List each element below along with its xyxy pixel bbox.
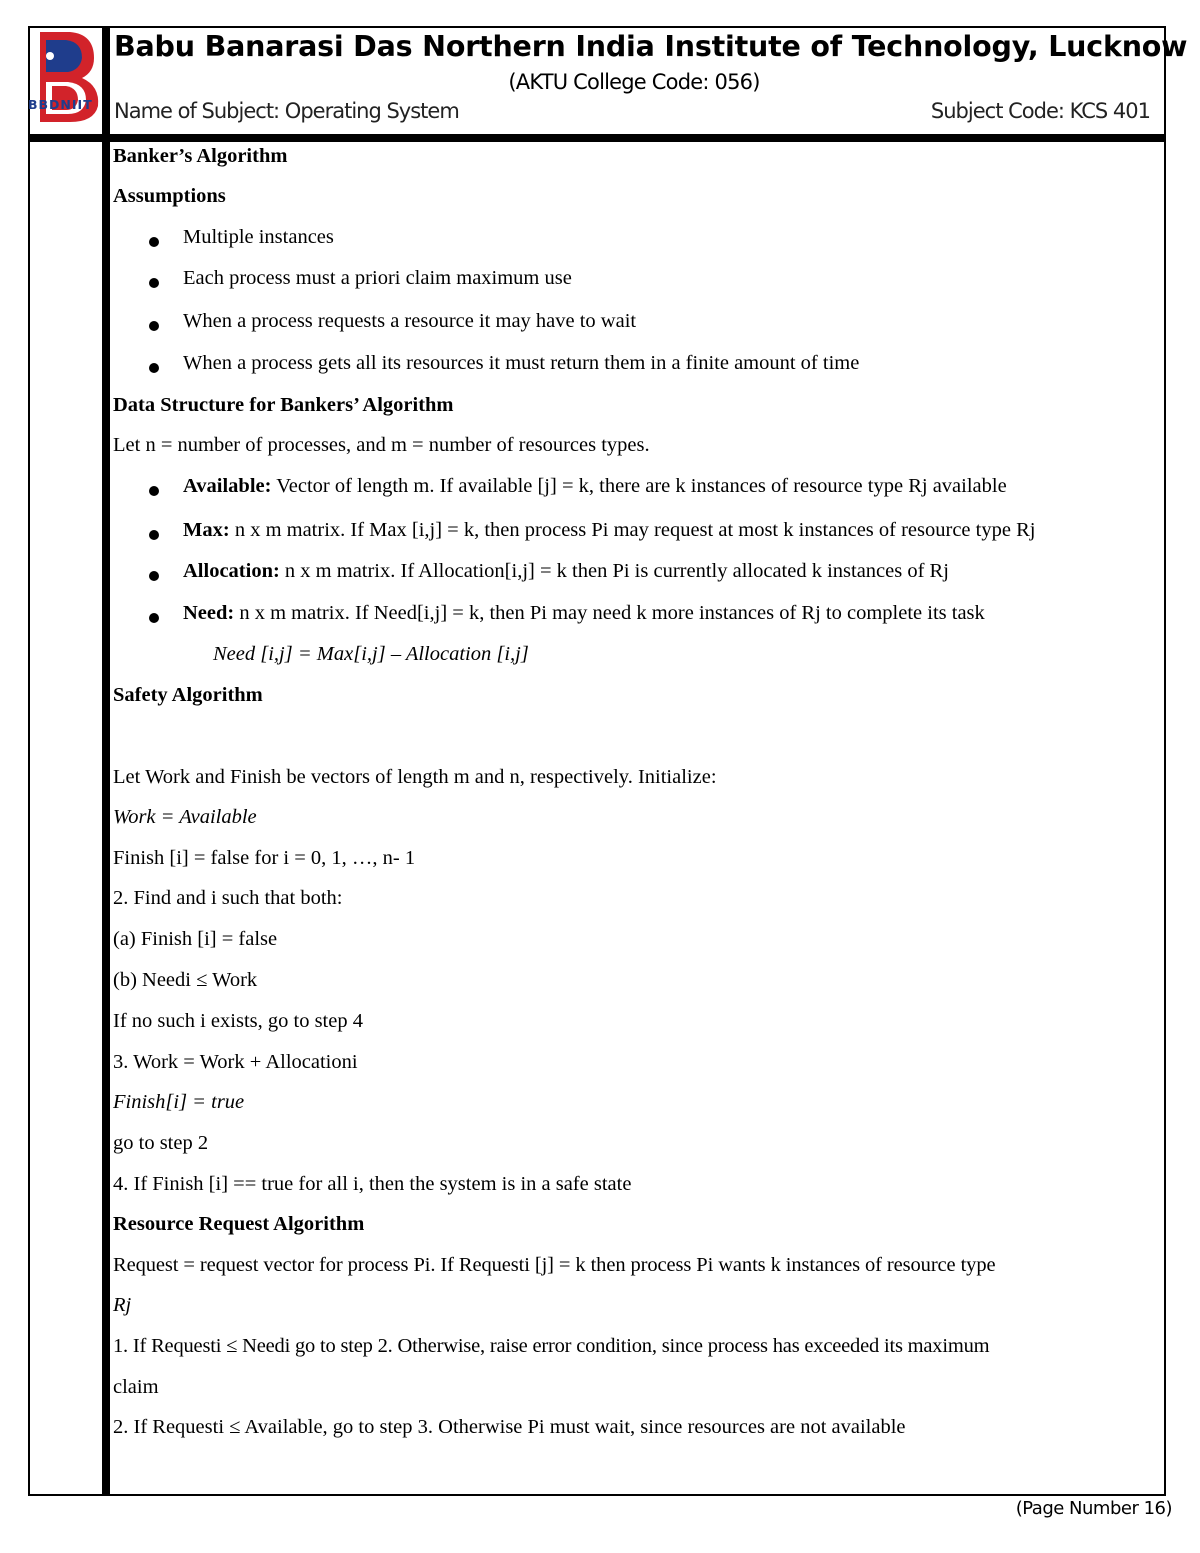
- ds-item-max: [183, 519, 1035, 542]
- safety-line: go to step 2: [113, 1132, 209, 1154]
- bullet-icon: [149, 486, 159, 496]
- institute-title: Babu Banarasi Das Northern India Institute of Technology, Lucknow: [114, 30, 1188, 63]
- need-formula: Need [i,j] = Max[i,j] – Allocation [i,j]: [213, 643, 529, 665]
- resource-request-line: claim: [113, 1376, 159, 1398]
- safety-line: Finish [i] = false for i = 0, 1, …, n- 1: [113, 847, 416, 869]
- bullet-icon: [149, 613, 159, 623]
- resource-request-line: 1. If Requesti ≤ Needi go to step 2. Otherwise, raise error condition, since process has exceeded its maximum: [113, 1335, 990, 1357]
- safety-line: 4. If Finish [i] == true for all i, then the system is in a safe state: [113, 1173, 632, 1195]
- header-separator: [28, 134, 1166, 142]
- logo-text: BBDNIIT: [28, 97, 93, 112]
- data-structure-heading: Data Structure for Bankers’ Algorithm: [113, 394, 454, 416]
- ds-item-need: [183, 602, 985, 625]
- assumption-item: When a process gets all its resources it must return them in a finite amount of time: [183, 352, 860, 374]
- college-code: (AKTU College Code: 056): [508, 70, 760, 94]
- safety-line: (b) Needi ≤ Work: [113, 969, 258, 991]
- bullet-icon: [149, 363, 159, 373]
- safety-heading: Safety Algorithm: [113, 684, 263, 706]
- assumption-item: Multiple instances: [183, 226, 334, 248]
- page-header: [114, 28, 1188, 134]
- ds-term: Need:: [183, 602, 235, 624]
- resource-request-heading: Resource Request Algorithm: [113, 1213, 365, 1235]
- page-number: (Page Number 16): [1015, 1498, 1172, 1519]
- ds-term: Allocation:: [183, 560, 280, 582]
- bullet-icon: [149, 571, 159, 581]
- safety-line: Finish[i] = true: [113, 1091, 245, 1113]
- bullet-icon: [149, 530, 159, 540]
- ds-text: n x m matrix. If Max [i,j] = k, then process Pi may request at most k instances of resource type Rj: [229, 519, 1036, 541]
- data-structure-intro: Let n = number of processes, and m = number of resources types.: [113, 434, 650, 456]
- left-column-rule: [102, 26, 110, 1496]
- ds-item-allocation: [183, 560, 949, 583]
- bullet-icon: [149, 321, 159, 331]
- subject-code: Subject Code: KCS 401: [930, 99, 1150, 123]
- resource-request-line: Request = request vector for process Pi. If Requesti [j] = k then process Pi wants k instances of resource type: [113, 1254, 996, 1276]
- resource-request-line: Rj: [113, 1294, 132, 1316]
- ds-term: Max:: [183, 519, 230, 541]
- section-title: Banker’s Algorithm: [113, 145, 288, 167]
- assumption-item: When a process requests a resource it may have to wait: [183, 310, 637, 332]
- safety-line: 3. Work = Work + Allocationi: [113, 1051, 358, 1073]
- safety-line: Let Work and Finish be vectors of length m and n, respectively. Initialize:: [113, 766, 717, 788]
- ds-term: Available:: [183, 475, 272, 497]
- ds-text: Vector of length m. If available [j] = k, there are k instances of resource type Rj available: [271, 475, 1007, 497]
- safety-line: (a) Finish [i] = false: [113, 928, 278, 950]
- safety-line: Work = Available: [113, 806, 257, 828]
- ds-text: n x m matrix. If Allocation[i,j] = k then Pi is currently allocated k instances of Rj: [279, 560, 949, 582]
- institute-logo: [30, 28, 104, 132]
- assumptions-heading: Assumptions: [113, 185, 226, 207]
- bullet-icon: [149, 278, 159, 288]
- resource-request-line: 2. If Requesti ≤ Available, go to step 3. Otherwise Pi must wait, since resources are not available: [113, 1416, 906, 1438]
- assumption-item: Each process must a priori claim maximum use: [183, 267, 572, 289]
- safety-line: 2. Find and i such that both:: [113, 887, 343, 909]
- ds-item-available: [183, 475, 1007, 498]
- safety-line: If no such i exists, go to step 4: [113, 1010, 363, 1032]
- bullet-icon: [149, 237, 159, 247]
- ds-text: n x m matrix. If Need[i,j] = k, then Pi may need k more instances of Rj to complete its task: [234, 602, 985, 624]
- subject-name: Name of Subject: Operating System: [114, 99, 459, 123]
